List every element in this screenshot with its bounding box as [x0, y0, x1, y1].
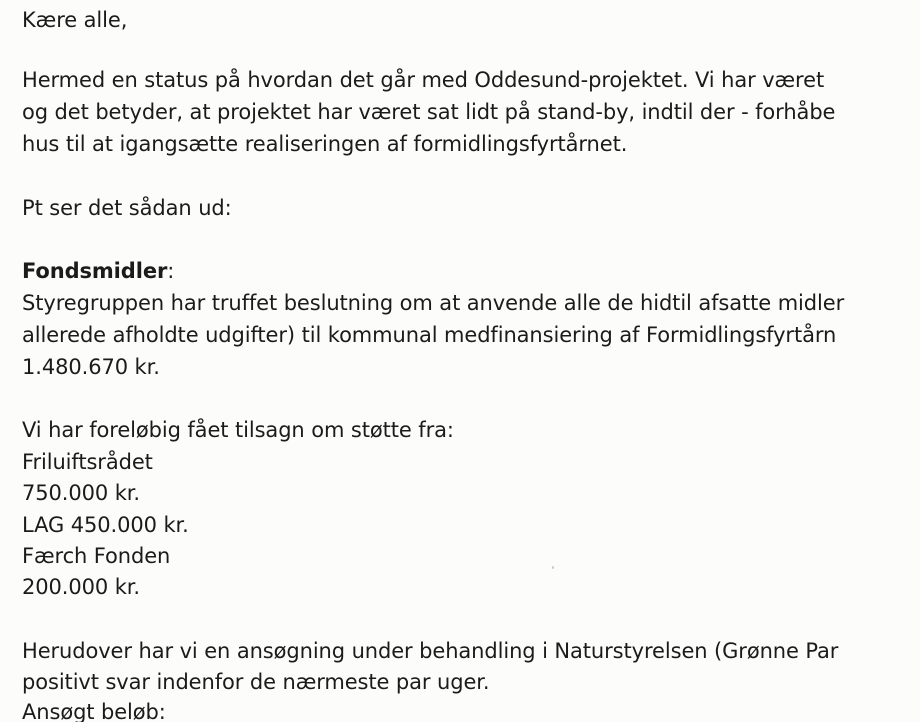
decision-line-2: allerede afholdte udgifter) til kommunal medfinansiering af Formidlingsfyrtårn [22, 323, 837, 347]
section-heading-colon: : [167, 259, 175, 283]
status-line: Pt ser det sådan ud: [22, 196, 232, 220]
section-heading-line [22, 256, 174, 286]
decision-amount: 1.480.670 kr. [22, 355, 160, 379]
pending-line-3: Ansøgt beløb: [22, 700, 166, 722]
greeting: Kære alle, [22, 8, 128, 32]
supporter-3-amount: 200.000 kr. [22, 575, 140, 599]
supporter-2: LAG 450.000 kr. [22, 513, 189, 537]
intro-line-1: Hermed en status på hvordan det går med Oddesund-projektet. Vi har været [22, 68, 825, 92]
pending-line-2: positivt svar indenfor de nærmeste par uger. [22, 670, 490, 694]
section-heading: Fondsmidler [22, 259, 168, 283]
supporter-3-name: Færch Fonden [22, 544, 171, 568]
supporter-1-name: Friluiftsrådet [22, 450, 153, 474]
supporter-1-amount: 750.000 kr. [22, 481, 140, 505]
intro-line-3: hus til at igangsætte realiseringen af formidlingsfyrtårnet. [22, 132, 628, 156]
scan-speck [552, 566, 554, 569]
support-intro: Vi har foreløbig fået tilsagn om støtte fra: [22, 418, 454, 442]
decision-line-1: Styregruppen har truffet beslutning om at anvende alle de hidtil afsatte midler [22, 291, 845, 315]
intro-line-2: og det betyder, at projektet har været sat lidt på stand-by, indtil der - forhåbe [22, 100, 836, 124]
pending-line-1: Herudover har vi en ansøgning under behandling i Naturstyrelsen (Grønne Par [22, 639, 839, 663]
